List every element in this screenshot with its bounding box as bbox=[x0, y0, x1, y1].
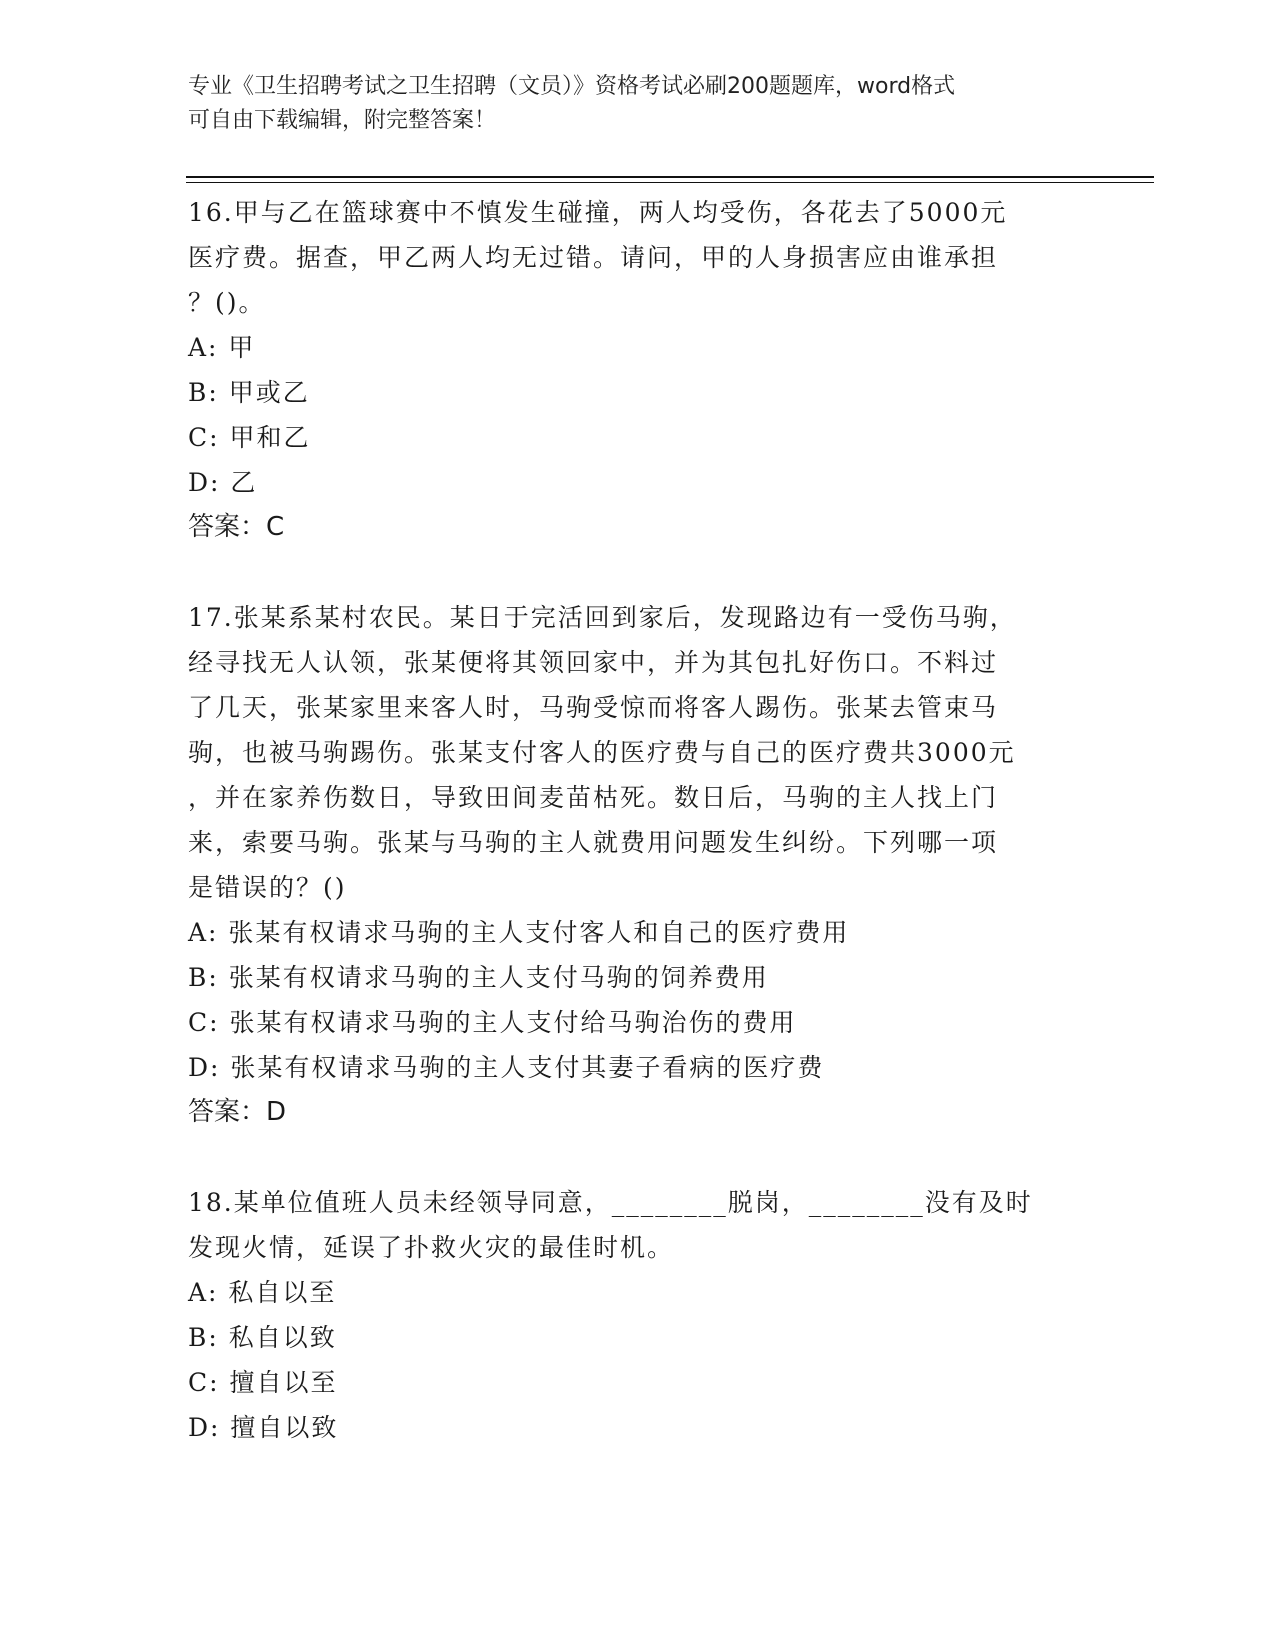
question-stem-line: 17.张某系某村农民。某日于完活回到家后，发现路边有一受伤马驹， bbox=[188, 603, 1017, 632]
option-d: D: 乙 bbox=[188, 468, 258, 497]
question-18 bbox=[188, 1180, 1068, 1450]
header-line-1: 专业《卫生招聘考试之卫生招聘（文员）》资格考试必刷200题题库，word格式 bbox=[188, 74, 956, 99]
option-d: D: 张某有权请求马驹的主人支付其妻子看病的医疗费 bbox=[188, 1053, 825, 1082]
answer-label: 答案：C bbox=[188, 512, 285, 542]
question-stem-line: 来，索要马驹。张某与马驹的主人就费用问题发生纠纷。下列哪一项 bbox=[188, 828, 999, 857]
option-b: B: 甲或乙 bbox=[188, 378, 310, 407]
header-divider-thick bbox=[186, 176, 1154, 178]
question-stem-line: ，并在家养伤数日，导致田间麦苗枯死。数日后，马驹的主人找上门 bbox=[188, 783, 999, 812]
option-a: A: 私自以至 bbox=[188, 1278, 337, 1307]
option-d: D: 擅自以致 bbox=[188, 1413, 339, 1442]
answer-label: 答案：D bbox=[188, 1097, 287, 1127]
option-list bbox=[188, 910, 1068, 1090]
question-16 bbox=[188, 190, 1068, 550]
question-stem-line: 发现火情，延误了扑救火灾的最佳时机。 bbox=[188, 1233, 675, 1262]
header-divider-thin bbox=[186, 182, 1154, 183]
option-a: A: 张某有权请求马驹的主人支付客人和自己的医疗费用 bbox=[188, 918, 850, 947]
option-c: C: 擅自以至 bbox=[188, 1368, 338, 1397]
document-header bbox=[188, 70, 1088, 138]
option-c: C: 张某有权请求马驹的主人支付给马驹治伤的费用 bbox=[188, 1008, 797, 1037]
question-stem-line: 18.某单位值班人员未经领导同意，________脱岗，________没有及时 bbox=[188, 1188, 1033, 1217]
question-stem-line: 驹，也被马驹踢伤。张某支付客人的医疗费与自己的医疗费共3000元 bbox=[188, 738, 1016, 767]
question-stem-line: 医疗费。据查，甲乙两人均无过错。请问，甲的人身损害应由谁承担 bbox=[188, 243, 999, 272]
question-spacer bbox=[188, 550, 1068, 595]
question-stem-line: 16.甲与乙在篮球赛中不慎发生碰撞，两人均受伤，各花去了5000元 bbox=[188, 198, 1008, 227]
question-spacer bbox=[188, 1135, 1068, 1180]
option-list bbox=[188, 1270, 1068, 1450]
question-stem-line: 是错误的？() bbox=[188, 873, 347, 902]
option-b: B: 私自以致 bbox=[188, 1323, 337, 1352]
question-17 bbox=[188, 595, 1068, 1135]
header-line-2: 可自由下载编辑，附完整答案！ bbox=[188, 108, 497, 133]
option-list bbox=[188, 325, 1068, 505]
question-stem-line: 经寻找无人认领，张某便将其领回家中，并为其包扎好伤口。不料过 bbox=[188, 648, 999, 677]
question-stem-line: 了几天，张某家里来客人时，马驹受惊而将客人踢伤。张某去管束马 bbox=[188, 693, 999, 722]
question-stem-line: ？()。 bbox=[188, 288, 266, 317]
option-c: C: 甲和乙 bbox=[188, 423, 311, 452]
option-b: B: 张某有权请求马驹的主人支付马驹的饲养费用 bbox=[188, 963, 769, 992]
option-a: A: 甲 bbox=[188, 333, 256, 362]
question-list bbox=[188, 190, 1068, 1450]
